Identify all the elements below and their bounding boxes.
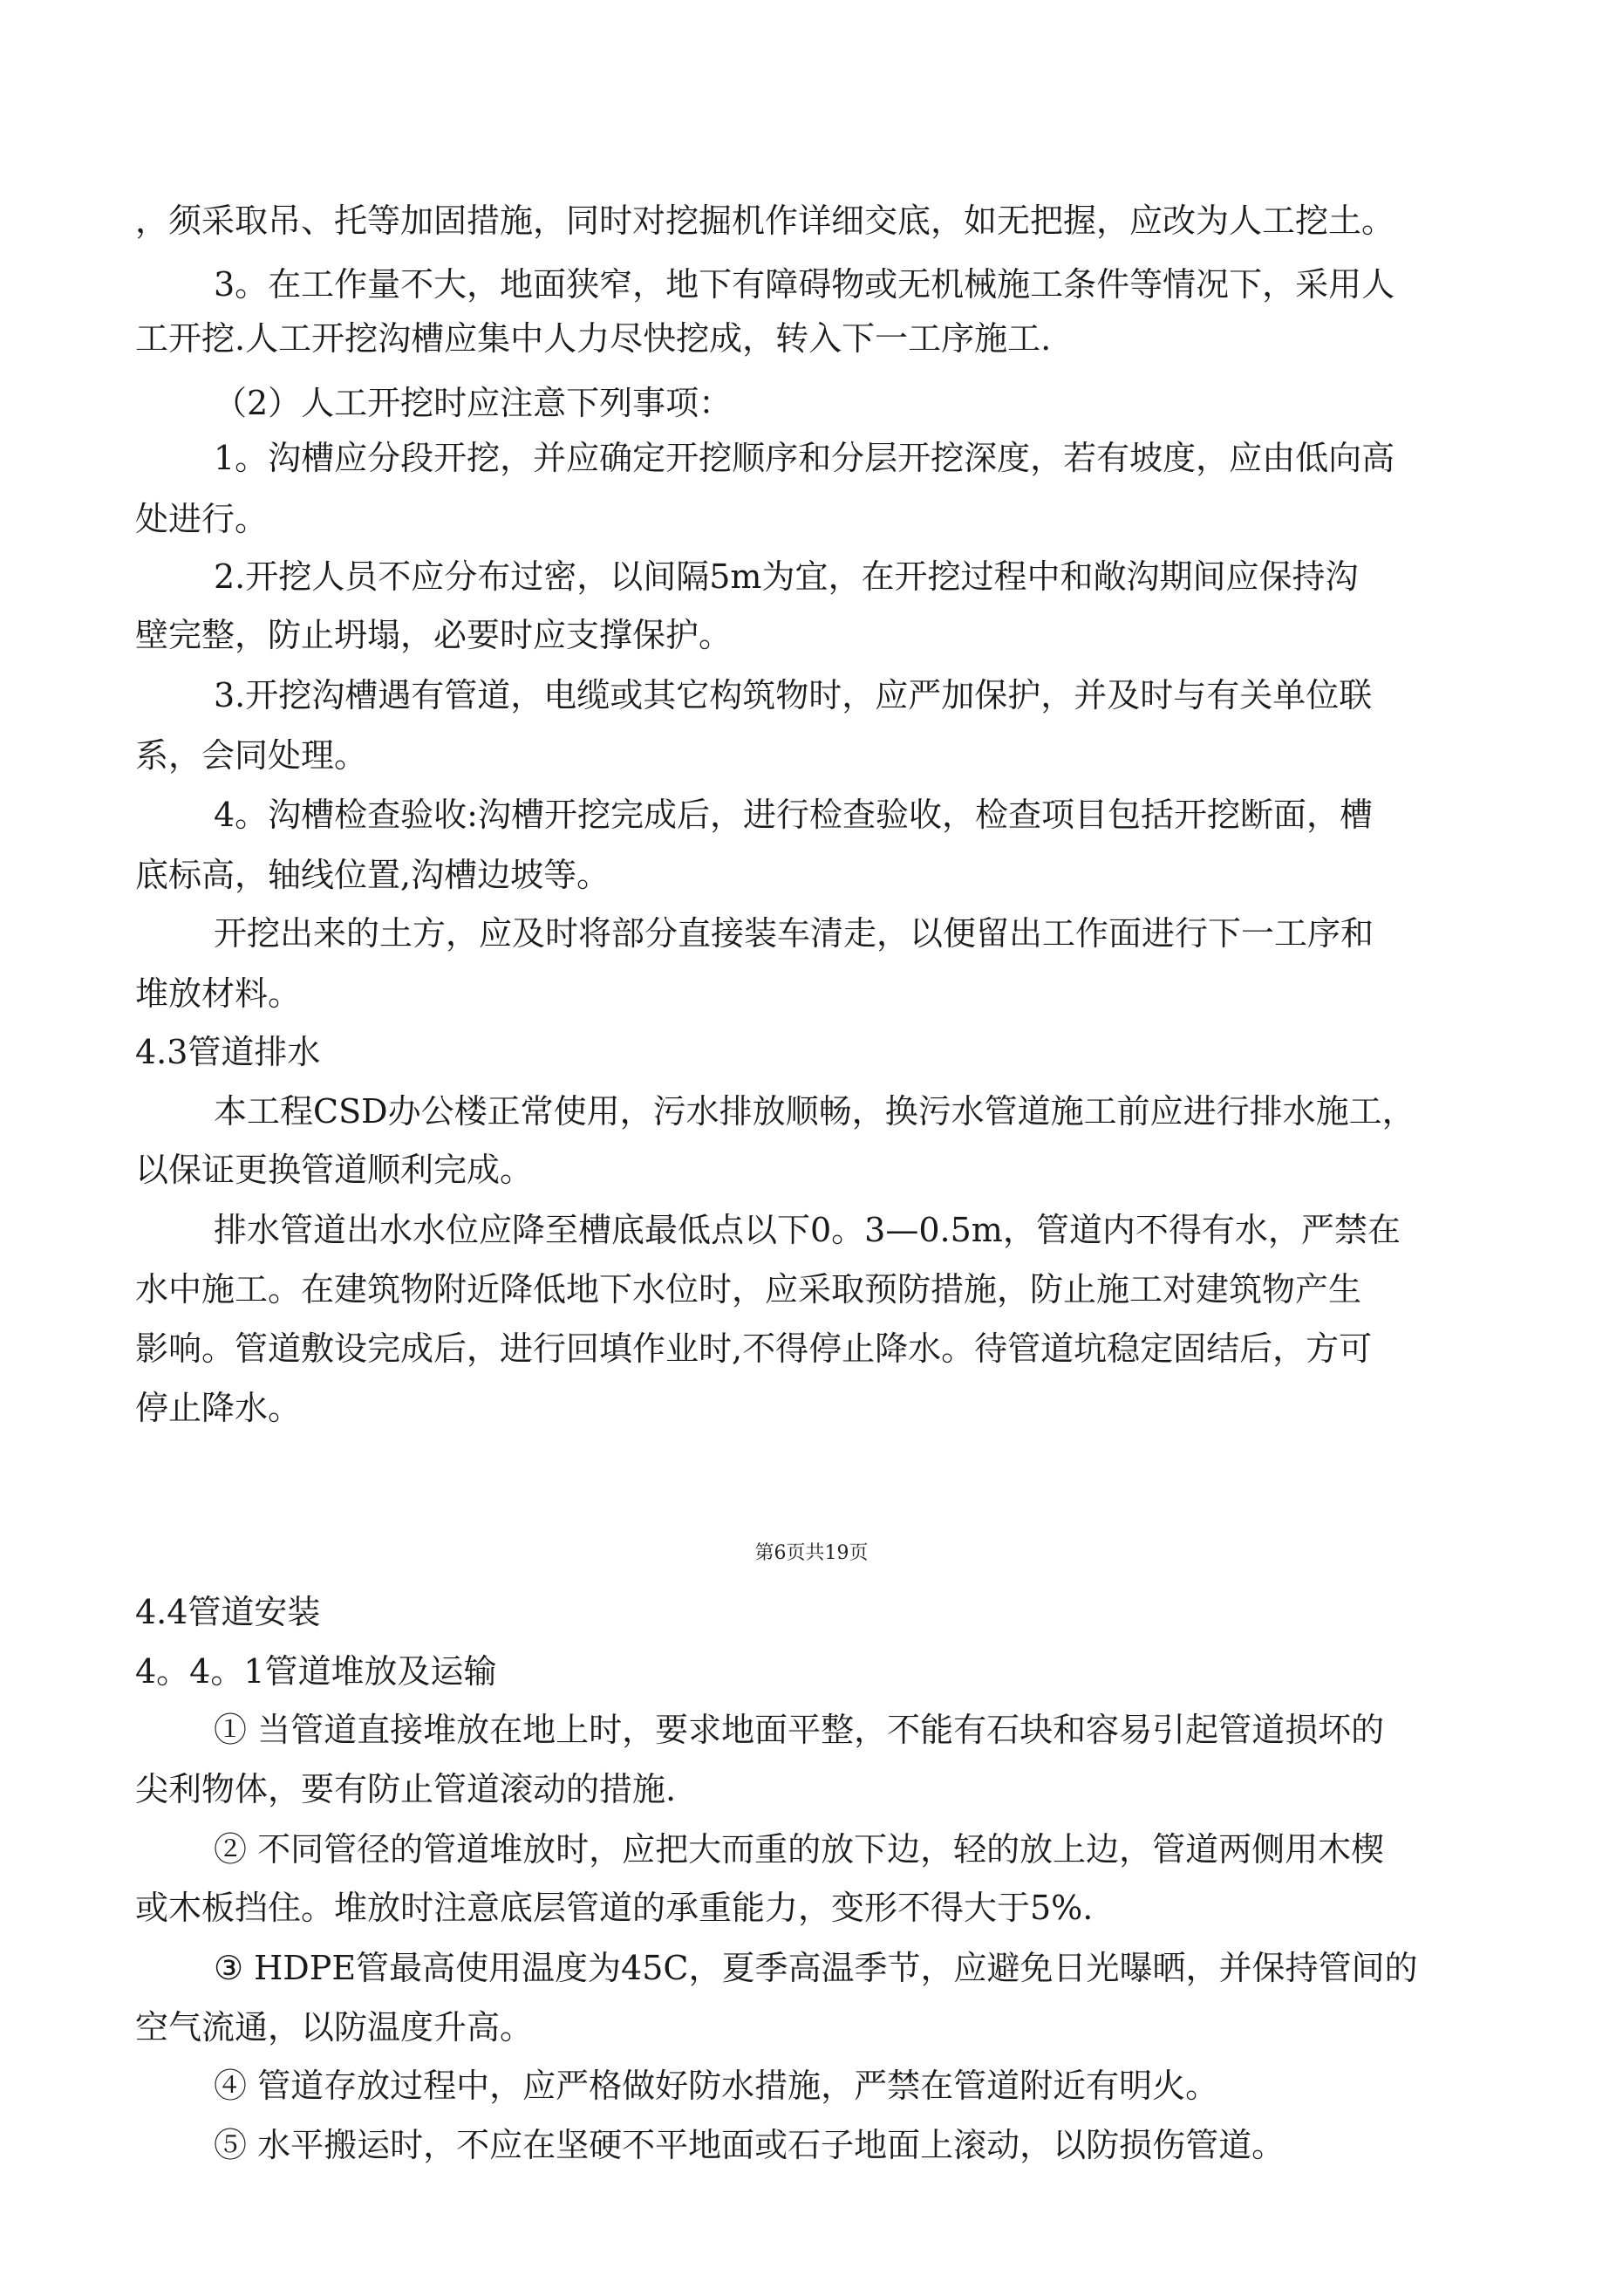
list-item: ① 当管道直接堆放在地上时，要求地面平整，不能有石块和容易引起管道损坏的 bbox=[214, 1711, 1385, 1749]
text-line: 本工程CSD办公楼正常使用，污水排放顺畅，换污水管道施工前应进行排水施工， bbox=[214, 1092, 1415, 1131]
text-line: 系，会同处理。 bbox=[135, 736, 368, 775]
list-item: ② 不同管径的管道堆放时，应把大而重的放下边，轻的放上边，管道两侧用木楔 bbox=[214, 1830, 1385, 1869]
text-line: 停止降水。 bbox=[135, 1389, 302, 1427]
list-item: ④ 管道存放过程中，应严格做好防水措施，严禁在管道附近有明火。 bbox=[214, 2067, 1219, 2105]
text-line: 影响。管道敷设完成后，进行回填作业时,不得停止降水。待管道坑稳定固结后，方可 bbox=[135, 1329, 1373, 1368]
text-line: 以保证更换管道顺利完成。 bbox=[135, 1151, 534, 1189]
text-line: 壁完整，防止坍塌，必要时应支撑保护。 bbox=[135, 616, 733, 654]
text-line: 尖利物体，要有防止管道滚动的措施. bbox=[135, 1770, 677, 1808]
text-line: 4。沟槽检查验收:沟槽开挖完成后，进行检查验收，检查项目包括开挖断面，槽 bbox=[214, 796, 1373, 834]
text-line: 开挖出来的土方，应及时将部分直接装车清走，以便留出工作面进行下一工序和 bbox=[214, 914, 1374, 953]
page-number-footer: 第6页共19页 bbox=[754, 1542, 869, 1564]
text-line: 空气流通，以防温度升高。 bbox=[135, 2008, 534, 2047]
text-line: 底标高，轴线位置,沟槽边坡等。 bbox=[135, 856, 610, 894]
text-line: 或木板挡住。堆放时注意底层管道的承重能力，变形不得大于5%. bbox=[135, 1889, 1094, 1927]
subsection-heading: 4。4。1管道堆放及运输 bbox=[135, 1652, 497, 1691]
text-line: 排水管道出水水位应降至槽底最低点以下0。3—0.5m，管道内不得有水，严禁在 bbox=[214, 1211, 1401, 1249]
text-line: 3.开挖沟槽遇有管道，电缆或其它构筑物时，应严加保护，并及时与有关单位联 bbox=[214, 676, 1373, 714]
text-line: 处进行。 bbox=[135, 500, 269, 538]
text-line: 堆放材料。 bbox=[135, 974, 302, 1013]
section-heading: 4.3管道排水 bbox=[135, 1033, 321, 1071]
text-line: 工开挖.人工开挖沟槽应集中人力尽快挖成，转入下一工序施工. bbox=[135, 319, 1052, 358]
section-heading: 4.4管道安装 bbox=[135, 1593, 321, 1631]
list-item: ⑤ 水平搬运时，不应在坚硬不平地面或石子地面上滚动，以防损伤管道。 bbox=[214, 2126, 1285, 2164]
text-line: （2）人工开挖时应注意下列事项： bbox=[214, 384, 733, 422]
list-item: ③ HDPE管最高使用温度为45C，夏季高温季节，应避免日光曝晒，并保持管间的 bbox=[214, 1949, 1418, 1987]
text-line: 2.开挖人员不应分布过密，以间隔5m为宜，在开挖过程中和敞沟期间应保持沟 bbox=[214, 557, 1359, 596]
text-line: 3。在工作量不大，地面狭窄，地下有障碍物或无机械施工条件等情况下，采用人 bbox=[214, 265, 1395, 304]
text-line: 水中施工。在建筑物附近降低地下水位时，应采取预防措施，防止施工对建筑物产生 bbox=[135, 1270, 1362, 1309]
text-line: 1。沟槽应分段开挖，并应确定开挖顺序和分层开挖深度，若有坡度，应由低向高 bbox=[214, 439, 1395, 477]
text-line: ，须采取吊、托等加固措施，同时对挖掘机作详细交底，如无把握，应改为人工挖土。 bbox=[135, 202, 1395, 240]
